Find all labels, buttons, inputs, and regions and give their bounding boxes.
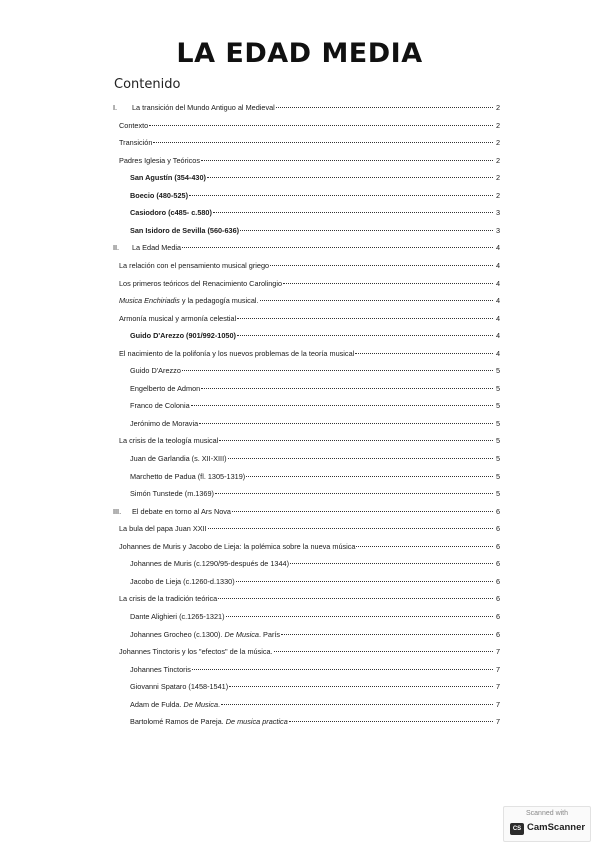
toc-entry (119, 294, 500, 308)
toc-entry-label (119, 119, 148, 133)
toc-entry-label-text: Johannes de Muris y Jacobo de Lieja: la polémica sobre la nueva música (119, 541, 356, 551)
toc-entry-label (130, 329, 236, 343)
toc-entry-label-text: Johannes Tinctoris (130, 664, 191, 674)
toc-page-number: 7 (495, 682, 500, 692)
toc-leader-dots (221, 704, 493, 705)
toc-page-number: 6 (495, 629, 500, 639)
toc-entry-label-text: La crisis de la teología musical (119, 436, 219, 446)
camscanner-logo-icon: CS (510, 823, 524, 835)
watermark-line2: CamScanner (527, 822, 586, 833)
toc-entry-label-text: Guido D'Arezzo (130, 366, 181, 376)
toc-entry (119, 277, 500, 291)
toc-leader-dots (229, 686, 493, 687)
toc-entry-label (130, 663, 191, 677)
toc-page-number: 5 (495, 383, 500, 393)
toc-page-number: 3 (495, 208, 500, 218)
toc-page-number: 3 (495, 225, 500, 235)
toc-leader-dots (182, 370, 493, 371)
toc-entry (130, 329, 500, 343)
toc-leader-dots (191, 405, 493, 406)
toc-leader-dots (283, 283, 493, 284)
toc-entry-number: III. (113, 506, 122, 516)
toc-entry-label-text: Bartolomé Ramos de Pareja. (130, 717, 226, 727)
toc-leader-dots (260, 300, 493, 301)
toc-entry (130, 206, 500, 220)
toc-leader-dots (237, 335, 493, 336)
toc-page-number: 5 (495, 454, 500, 463)
toc-entry (130, 628, 500, 642)
camscanner-watermark (503, 806, 591, 842)
toc-leader-dots (182, 247, 493, 248)
toc-entry-label-text: . París (258, 629, 281, 639)
toc-page-number: 4 (495, 331, 500, 341)
toc-entry-label (119, 312, 236, 326)
toc-entry (119, 522, 500, 536)
toc-entry (119, 540, 500, 554)
toc-entry-label-text: Simón Tunstede (m.1369) (130, 489, 214, 499)
toc-leader-dots (207, 177, 493, 178)
toc-entry (130, 663, 500, 677)
toc-page-number: 4 (495, 348, 500, 358)
toc-entry-number: I. (113, 103, 118, 112)
toc-page-number: 4 (495, 260, 500, 270)
toc-page-number: 6 (495, 576, 500, 586)
toc-entry-label-text: Johannes de Muris (c.1290/95-después de 1344) (130, 559, 290, 569)
toc-entry (130, 364, 500, 378)
toc-entry-label-text: Casiodoro (c485- c.580) (130, 208, 212, 218)
toc-page-number: 4 (495, 278, 500, 288)
toc-entry (130, 698, 500, 712)
toc-entry (130, 487, 500, 501)
toc-entry (130, 575, 500, 589)
toc-entry (130, 680, 500, 694)
toc-entry-label (119, 136, 152, 150)
toc-entry (119, 136, 500, 150)
toc-entry-label (130, 382, 200, 396)
toc-entry-number: II. (113, 243, 120, 253)
toc-entry (130, 417, 500, 431)
toc-page-number: 7 (495, 664, 500, 674)
toc-entry-label-text: La transición del Mundo Antiguo al Medieval (132, 103, 275, 112)
toc-entry (130, 224, 500, 238)
toc-entry-label-text: Juan de Garlandia (s. XII-XIII) (130, 454, 227, 463)
toc-entry-label (119, 540, 355, 554)
toc-leader-dots (201, 160, 493, 161)
toc-leader-dots (290, 563, 493, 564)
toc-entry-label (130, 399, 190, 413)
toc-entry-label (132, 241, 181, 255)
toc-entry-label-text: Engelberto de Admon (130, 383, 201, 393)
toc-page-number: 7 (495, 717, 500, 727)
toc-page-number: 4 (495, 243, 500, 253)
toc-entry-label-italic: De musica practica (225, 717, 288, 727)
toc-entry-label-text: Johannes Grocheo (c.1300). (130, 629, 225, 639)
toc-entry-label (130, 224, 239, 238)
toc-entry-label (119, 592, 217, 606)
toc-leader-dots (274, 651, 493, 652)
toc-entry-label (119, 434, 218, 448)
toc-leader-dots (355, 353, 493, 354)
toc-entry-label-text: El nacimiento de la polifonía y los nuevos problemas de la teoría musical (119, 348, 355, 358)
toc-entry-label-text: Adam de Fulda. (130, 699, 184, 709)
toc-entry (113, 505, 500, 519)
toc-entry-label (130, 206, 212, 220)
toc-leader-dots (213, 212, 493, 213)
toc-leader-dots (289, 721, 493, 722)
toc-entry-label-text: La relación con el pensamiento musical griego (119, 260, 270, 270)
toc-leader-dots (276, 107, 493, 108)
toc-entry (113, 241, 500, 255)
toc-page-number: 6 (495, 611, 500, 621)
toc-entry (119, 592, 500, 606)
toc-entry (130, 399, 500, 413)
toc-entry-label (119, 522, 207, 536)
toc-entry-label-text: Transición (119, 138, 153, 148)
toc-leader-dots (237, 318, 493, 319)
toc-entry-label (119, 347, 354, 361)
toc-page-number: 6 (495, 594, 500, 604)
toc-entry-label (130, 487, 214, 501)
toc-page-number: 5 (495, 471, 500, 481)
toc-entry-label-text: El debate en torno al Ars Nova (132, 506, 231, 516)
toc-leader-dots (199, 423, 493, 424)
toc-entry (130, 610, 500, 624)
toc-entry-label-text: Armonía musical y armonía celestial (119, 313, 237, 323)
toc-entry-label-text: Franco de Colonia (130, 401, 190, 411)
toc-page-number: 5 (495, 489, 500, 499)
toc-entry-label-text: La crisis de la tradición teórica (119, 594, 218, 604)
toc-entry (130, 452, 500, 466)
toc-leader-dots (218, 598, 493, 599)
toc-entry-label (132, 505, 231, 519)
toc-leader-dots (226, 616, 493, 617)
toc-entry-label-text: Contexto (119, 120, 149, 130)
toc-entry (119, 434, 500, 448)
toc-page-number: 7 (495, 647, 500, 657)
toc-entry-label-text: Padres Iglesia y Teóricos (119, 155, 200, 165)
toc-entry-label-text: Jerónimo de Moravia (130, 418, 199, 428)
toc-page-number: 2 (495, 155, 500, 165)
toc-leader-dots (219, 440, 493, 441)
toc-entry-label-text: Dante Alighieri (c.1265-1321) (130, 611, 225, 621)
toc-entry-label-italic: Musica Enchiriadis (119, 296, 180, 306)
toc-entry (130, 382, 500, 396)
toc-entry-label (130, 417, 198, 431)
toc-leader-dots (189, 195, 493, 196)
toc-leader-dots (236, 581, 493, 582)
toc-entry (119, 259, 500, 273)
toc-entry-label-text: Boecio (480-525) (130, 190, 188, 200)
page-title: LA EDAD MEDIA (176, 38, 423, 69)
toc-entry (130, 171, 500, 185)
toc-entry-label-text: Jacobo de Lieja (c.1260-d.1330) (130, 576, 235, 586)
toc-heading: Contenido (114, 77, 181, 92)
toc-entry-label (130, 557, 289, 571)
toc-entry-label-text: y la pedagogía musical. (179, 296, 259, 306)
toc-leader-dots (240, 230, 493, 231)
toc-leader-dots (270, 265, 493, 266)
toc-entry-label (130, 715, 288, 729)
toc-entry-label (130, 628, 280, 642)
toc-entry (130, 189, 500, 203)
toc-entry-label-text: San Agustín (354-430) (130, 173, 206, 183)
toc-entry-label (130, 575, 235, 589)
toc-entry-label-text: La bula del papa Juan XXII (119, 524, 207, 534)
toc-page-number: 5 (495, 366, 500, 376)
toc-page-number: 6 (495, 559, 500, 569)
toc-page-number: 4 (495, 296, 500, 306)
toc-leader-dots (228, 458, 493, 459)
toc-page-number: 4 (495, 313, 500, 323)
toc-entry-label (130, 470, 245, 484)
toc-leader-dots (149, 125, 493, 126)
toc-page-number: 5 (495, 401, 500, 411)
toc-entry-label-text: Los primeros teóricos del Renacimiento Carolingio (119, 278, 283, 288)
toc-entry (113, 101, 500, 115)
toc-page-number: 2 (495, 103, 500, 112)
toc-leader-dots (208, 528, 493, 529)
toc-entry-label (132, 101, 275, 115)
toc-entry (119, 347, 500, 361)
toc-entry-label (130, 364, 181, 378)
toc-page-number: 2 (495, 190, 500, 200)
toc-entry-label-text: . (218, 699, 221, 709)
watermark-line1: Scanned with (525, 810, 569, 817)
toc-entry-label (130, 610, 225, 624)
toc-page-number: 2 (495, 173, 500, 183)
toc-entry-label-text: Guido D'Arezzo (901/992-1050) (130, 331, 236, 341)
toc-entry (119, 154, 500, 168)
toc-entry-label-italic: De Musica (183, 699, 219, 709)
toc-page-number: 6 (495, 524, 500, 534)
toc-entry-label-text: Marchetto de Padua (fl. 1305-1319) (130, 471, 246, 481)
toc-page-number: 5 (495, 418, 500, 428)
toc-entry-label-text: La Edad Media (132, 243, 182, 253)
toc-entry (130, 470, 500, 484)
toc-entry (119, 645, 500, 659)
toc-leader-dots (246, 476, 493, 477)
toc-leader-dots (356, 546, 493, 547)
toc-entry-label (119, 645, 273, 659)
toc-leader-dots (153, 142, 493, 143)
toc-leader-dots (232, 511, 493, 512)
toc-page-number: 7 (495, 699, 500, 709)
toc-entry-label-text: San Isidoro de Sevilla (560-636) (130, 225, 240, 235)
toc-entry-label (119, 294, 259, 308)
toc-page-number: 6 (495, 541, 500, 551)
toc-page-number: 2 (495, 138, 500, 148)
toc-entry-label-text: Johannes Tinctoris y los "efectos" de la música. (119, 647, 273, 657)
toc-entry-label (130, 698, 220, 712)
toc-leader-dots (201, 388, 493, 389)
toc-page-number: 6 (495, 506, 500, 516)
toc-entry-label (119, 154, 200, 168)
toc-entry-label (119, 259, 269, 273)
toc-leader-dots (281, 634, 493, 635)
toc-leader-dots (192, 669, 493, 670)
toc-entry-label-text: Giovanni Spataro (1458-1541) (130, 682, 229, 692)
toc-entry-label (130, 171, 206, 185)
toc-entry-label-italic: De Musica (224, 629, 259, 639)
toc-entry-label (119, 277, 282, 291)
toc-entry-label (130, 189, 188, 203)
toc-entry (130, 715, 500, 729)
toc-page-number: 2 (495, 120, 500, 130)
toc-page-number: 5 (495, 436, 500, 446)
toc-entry-label (130, 680, 228, 694)
toc-entry (130, 557, 500, 571)
toc-leader-dots (215, 493, 493, 494)
toc-entry (119, 312, 500, 326)
toc-entry (119, 119, 500, 133)
toc-entry-label (130, 452, 227, 466)
